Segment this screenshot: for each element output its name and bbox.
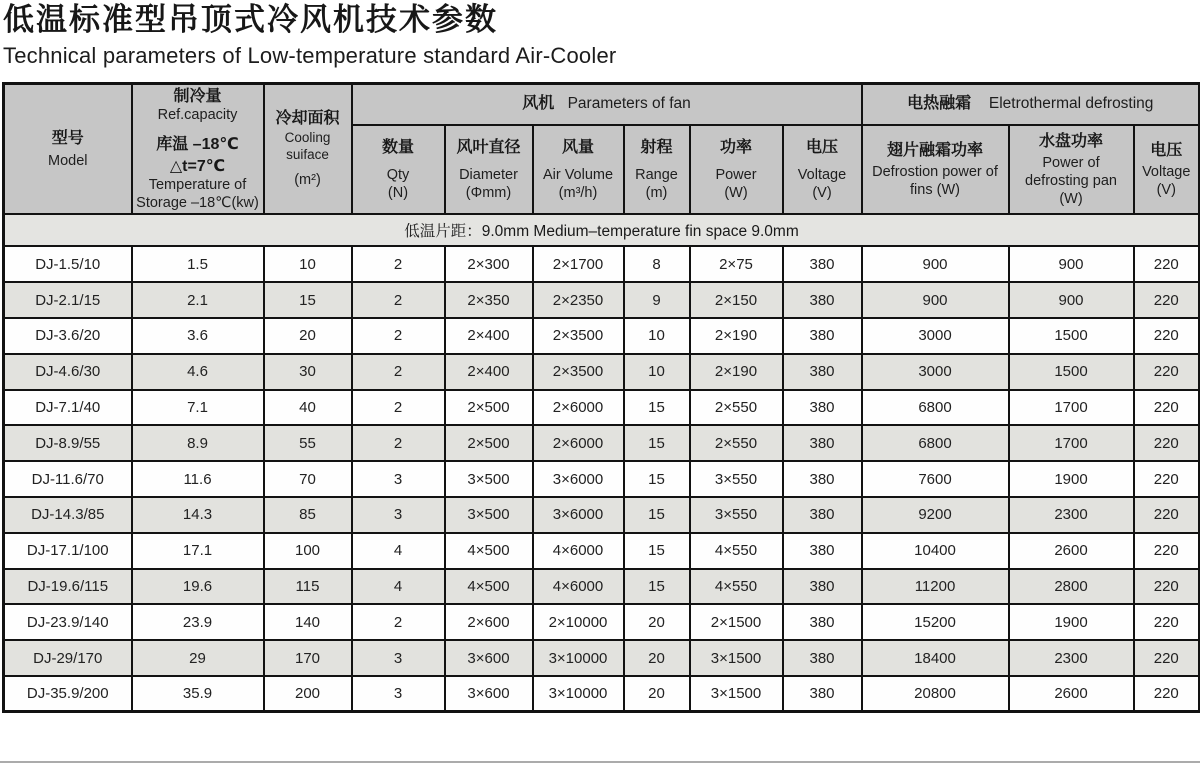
cell-ref-capacity: 23.9 bbox=[132, 604, 264, 640]
cell-fan-power: 2×190 bbox=[690, 318, 783, 354]
cell-defrost-voltage: 220 bbox=[1134, 425, 1200, 461]
header-fan-group bbox=[352, 83, 862, 124]
cell-defrost-voltage: 220 bbox=[1134, 604, 1200, 640]
cell-fan-power: 2×550 bbox=[690, 390, 783, 426]
cell-fan-diameter: 2×400 bbox=[445, 354, 533, 390]
cell-air-volume: 4×6000 bbox=[533, 569, 624, 605]
cell-defrost-fins-power: 10400 bbox=[862, 533, 1009, 569]
cell-defrost-voltage: 220 bbox=[1134, 390, 1200, 426]
header-group-row bbox=[4, 83, 1200, 124]
cell-range: 10 bbox=[624, 354, 690, 390]
cell-defrost-voltage: 220 bbox=[1134, 640, 1200, 676]
header-fan-diameter-en: Diameter bbox=[459, 167, 518, 184]
header-fan-voltage-en: Voltage bbox=[797, 167, 847, 184]
cell-model: DJ-4.6/30 bbox=[4, 354, 132, 390]
cell-fan-diameter: 2×300 bbox=[445, 246, 533, 282]
cell-defrost-voltage: 220 bbox=[1134, 282, 1200, 318]
cell-ref-capacity: 4.6 bbox=[132, 354, 264, 390]
header-defrost-pan-power bbox=[1009, 125, 1134, 215]
cell-fan-voltage: 380 bbox=[783, 604, 862, 640]
cell-range: 9 bbox=[624, 282, 690, 318]
cell-model: DJ-35.9/200 bbox=[4, 676, 132, 712]
table-row-DJ-1.5/10 bbox=[4, 246, 1200, 282]
cell-defrost-pan-power: 1700 bbox=[1009, 425, 1134, 461]
header-fan-qty-en: Qty bbox=[386, 167, 410, 184]
header-capacity-delta-t: △t=7℃ bbox=[169, 157, 226, 175]
parameters-table bbox=[2, 82, 1200, 714]
header-capacity-temp-en2: Storage –18℃(kw) bbox=[136, 194, 259, 211]
table-row-DJ-14.3/85 bbox=[4, 497, 1200, 533]
header-model-zh: 型号 bbox=[51, 129, 84, 147]
cell-fan-voltage: 380 bbox=[783, 318, 862, 354]
cell-fan-qty: 2 bbox=[352, 390, 445, 426]
cell-defrost-pan-power: 900 bbox=[1009, 282, 1134, 318]
cell-defrost-fins-power: 7600 bbox=[862, 461, 1009, 497]
cell-ref-capacity: 19.6 bbox=[132, 569, 264, 605]
header-cooling-surface-zh: 冷却面积 bbox=[275, 110, 340, 128]
cell-fan-qty: 2 bbox=[352, 246, 445, 282]
header-fan-voltage bbox=[783, 125, 862, 215]
page-subtitle: Technical parameters of Low-temperature standard Air-Cooler bbox=[3, 42, 617, 68]
fin-space-banner-row bbox=[4, 214, 1200, 246]
header-capacity-storage-temp: 库温 –18℃ bbox=[156, 135, 239, 153]
cell-range: 20 bbox=[624, 640, 690, 676]
cell-fan-voltage: 380 bbox=[783, 390, 862, 426]
cell-fan-voltage: 380 bbox=[783, 497, 862, 533]
cell-fan-voltage: 380 bbox=[783, 282, 862, 318]
header-capacity-en: Ref.capacity bbox=[157, 107, 238, 124]
header-fan-diameter-unit: (Φmm) bbox=[465, 184, 512, 201]
header-defrost-voltage-unit: (V) bbox=[1156, 181, 1176, 198]
cell-range: 15 bbox=[624, 569, 690, 605]
header-fan-qty-zh: 数量 bbox=[381, 138, 414, 156]
cell-cooling-surface: 10 bbox=[264, 246, 352, 282]
cell-air-volume: 3×10000 bbox=[533, 640, 624, 676]
cell-air-volume: 3×10000 bbox=[533, 676, 624, 712]
cell-defrost-pan-power: 2300 bbox=[1009, 640, 1134, 676]
cell-defrost-pan-power: 1500 bbox=[1009, 354, 1134, 390]
header-cooling-surface bbox=[264, 83, 352, 214]
cell-fan-diameter: 2×500 bbox=[445, 390, 533, 426]
cell-fan-power: 3×1500 bbox=[690, 640, 783, 676]
cell-fan-diameter: 3×600 bbox=[445, 640, 533, 676]
cell-cooling-surface: 100 bbox=[264, 533, 352, 569]
cell-fan-qty: 2 bbox=[352, 604, 445, 640]
cell-cooling-surface: 55 bbox=[264, 425, 352, 461]
cell-ref-capacity: 29 bbox=[132, 640, 264, 676]
header-fan-power-unit: (W) bbox=[724, 184, 748, 201]
cell-air-volume: 3×6000 bbox=[533, 497, 624, 533]
cell-fan-voltage: 380 bbox=[783, 461, 862, 497]
cell-model: DJ-11.6/70 bbox=[4, 461, 132, 497]
cell-ref-capacity: 11.6 bbox=[132, 461, 264, 497]
cell-defrost-voltage: 220 bbox=[1134, 354, 1200, 390]
table-row-DJ-23.9/140 bbox=[4, 604, 1200, 640]
header-model-en: Model bbox=[48, 152, 88, 169]
header-range-en: Range bbox=[635, 167, 678, 184]
header-defrost-group-en: Eletrothermal defrosting bbox=[988, 95, 1154, 113]
cell-model: DJ-29/170 bbox=[4, 640, 132, 676]
cell-fan-diameter: 3×500 bbox=[445, 497, 533, 533]
cell-air-volume: 2×6000 bbox=[533, 390, 624, 426]
cell-fan-voltage: 380 bbox=[783, 354, 862, 390]
cell-fan-diameter: 2×600 bbox=[445, 604, 533, 640]
header-range-zh: 射程 bbox=[640, 138, 673, 156]
cell-defrost-voltage: 220 bbox=[1134, 533, 1200, 569]
header-fan-qty bbox=[352, 125, 445, 215]
cell-model: DJ-19.6/115 bbox=[4, 569, 132, 605]
cell-ref-capacity: 14.3 bbox=[132, 497, 264, 533]
fin-space-banner: 低温片距：9.0mm Medium–temperature fin space 9.0mm bbox=[4, 214, 1200, 246]
header-cooling-surface-en: Cooling suiface bbox=[284, 130, 331, 162]
cell-range: 15 bbox=[624, 390, 690, 426]
cell-fan-power: 3×550 bbox=[690, 461, 783, 497]
cell-fan-qty: 2 bbox=[352, 354, 445, 390]
cell-defrost-fins-power: 6800 bbox=[862, 425, 1009, 461]
table-row-DJ-2.1/15 bbox=[4, 282, 1200, 318]
header-defrost-voltage-en: Voltage bbox=[1142, 164, 1191, 181]
cell-fan-diameter: 4×500 bbox=[445, 533, 533, 569]
cell-fan-qty: 4 bbox=[352, 533, 445, 569]
cell-ref-capacity: 8.9 bbox=[132, 425, 264, 461]
cell-model: DJ-1.5/10 bbox=[4, 246, 132, 282]
cell-defrost-voltage: 220 bbox=[1134, 497, 1200, 533]
cell-cooling-surface: 20 bbox=[264, 318, 352, 354]
cell-range: 8 bbox=[624, 246, 690, 282]
cell-defrost-voltage: 220 bbox=[1134, 461, 1200, 497]
header-defrost-pan-power-zh: 水盘功率 bbox=[1038, 132, 1103, 150]
cell-defrost-pan-power: 2300 bbox=[1009, 497, 1134, 533]
header-defrost-group-zh: 电热融霜 bbox=[907, 95, 972, 113]
cell-fan-voltage: 380 bbox=[783, 569, 862, 605]
table-row-DJ-7.1/40 bbox=[4, 390, 1200, 426]
header-air-volume-zh: 风量 bbox=[561, 138, 594, 156]
header-fan-diameter bbox=[445, 125, 533, 215]
cell-defrost-pan-power: 900 bbox=[1009, 246, 1134, 282]
header-ref-capacity bbox=[132, 83, 264, 214]
cell-cooling-surface: 170 bbox=[264, 640, 352, 676]
cell-defrost-fins-power: 18400 bbox=[862, 640, 1009, 676]
cell-fan-diameter: 3×600 bbox=[445, 676, 533, 712]
cell-defrost-pan-power: 1500 bbox=[1009, 318, 1134, 354]
cell-range: 15 bbox=[624, 425, 690, 461]
cell-defrost-pan-power: 2800 bbox=[1009, 569, 1134, 605]
header-air-volume-en: Air Volume bbox=[542, 167, 614, 184]
cell-defrost-fins-power: 900 bbox=[862, 282, 1009, 318]
cell-fan-qty: 2 bbox=[352, 318, 445, 354]
cell-defrost-voltage: 220 bbox=[1134, 318, 1200, 354]
cell-cooling-surface: 30 bbox=[264, 354, 352, 390]
cell-fan-diameter: 2×350 bbox=[445, 282, 533, 318]
cell-fan-qty: 3 bbox=[352, 461, 445, 497]
cell-air-volume: 2×2350 bbox=[533, 282, 624, 318]
cell-fan-power: 4×550 bbox=[690, 569, 783, 605]
cell-model: DJ-3.6/20 bbox=[4, 318, 132, 354]
page-title: 低温标准型吊顶式冷风机技术参数 bbox=[3, 2, 498, 37]
header-capacity-zh: 制冷量 bbox=[173, 87, 222, 105]
header-fan-group-zh: 风机 bbox=[522, 95, 555, 113]
cell-ref-capacity: 35.9 bbox=[132, 676, 264, 712]
cell-range: 20 bbox=[624, 676, 690, 712]
cell-fan-qty: 3 bbox=[352, 676, 445, 712]
header-fan-qty-unit: (N) bbox=[387, 184, 409, 201]
cell-fan-power: 2×75 bbox=[690, 246, 783, 282]
header-defrost-voltage bbox=[1134, 125, 1200, 215]
table-row-DJ-4.6/30 bbox=[4, 354, 1200, 390]
cell-fan-diameter: 3×500 bbox=[445, 461, 533, 497]
cell-defrost-voltage: 220 bbox=[1134, 246, 1200, 282]
cell-fan-qty: 2 bbox=[352, 425, 445, 461]
cell-defrost-fins-power: 15200 bbox=[862, 604, 1009, 640]
cell-defrost-fins-power: 20800 bbox=[862, 676, 1009, 712]
cell-air-volume: 2×1700 bbox=[533, 246, 624, 282]
cell-fan-voltage: 380 bbox=[783, 676, 862, 712]
header-fan-voltage-zh: 电压 bbox=[805, 138, 838, 156]
cell-range: 15 bbox=[624, 461, 690, 497]
cell-fan-power: 4×550 bbox=[690, 533, 783, 569]
cell-cooling-surface: 200 bbox=[264, 676, 352, 712]
cell-fan-voltage: 380 bbox=[783, 246, 862, 282]
header-fan-group-en: Parameters of fan bbox=[567, 95, 691, 113]
bottom-divider bbox=[0, 761, 1200, 763]
cell-air-volume: 2×3500 bbox=[533, 318, 624, 354]
cell-defrost-pan-power: 2600 bbox=[1009, 676, 1134, 712]
cell-fan-voltage: 380 bbox=[783, 425, 862, 461]
cell-defrost-pan-power: 1700 bbox=[1009, 390, 1134, 426]
cell-defrost-fins-power: 9200 bbox=[862, 497, 1009, 533]
cell-air-volume: 2×10000 bbox=[533, 604, 624, 640]
cell-fan-diameter: 4×500 bbox=[445, 569, 533, 605]
header-fan-diameter-zh: 风叶直径 bbox=[456, 138, 521, 156]
cell-cooling-surface: 115 bbox=[264, 569, 352, 605]
cell-defrost-voltage: 220 bbox=[1134, 569, 1200, 605]
cell-model: DJ-2.1/15 bbox=[4, 282, 132, 318]
header-cooling-surface-unit: (m²) bbox=[294, 171, 321, 188]
cell-fan-power: 2×190 bbox=[690, 354, 783, 390]
header-defrost-voltage-zh: 电压 bbox=[1150, 141, 1183, 159]
table-row-DJ-8.9/55 bbox=[4, 425, 1200, 461]
table-row-DJ-11.6/70 bbox=[4, 461, 1200, 497]
header-model bbox=[4, 83, 132, 214]
table-row-DJ-29/170 bbox=[4, 640, 1200, 676]
cell-defrost-fins-power: 3000 bbox=[862, 354, 1009, 390]
cell-fan-qty: 3 bbox=[352, 640, 445, 676]
header-air-volume bbox=[533, 125, 624, 215]
cell-fan-power: 2×550 bbox=[690, 425, 783, 461]
header-fan-voltage-unit: (V) bbox=[812, 184, 832, 201]
header-defrost-fins-power-en: Defrostion power of fins (W) bbox=[872, 164, 998, 198]
cell-cooling-surface: 85 bbox=[264, 497, 352, 533]
header-capacity-temp-en1: Temperature of bbox=[148, 177, 247, 194]
cell-ref-capacity: 2.1 bbox=[132, 282, 264, 318]
cell-defrost-pan-power: 2600 bbox=[1009, 533, 1134, 569]
table-row-DJ-3.6/20 bbox=[4, 318, 1200, 354]
cell-air-volume: 3×6000 bbox=[533, 461, 624, 497]
cell-range: 20 bbox=[624, 604, 690, 640]
cell-fan-voltage: 380 bbox=[783, 640, 862, 676]
cell-cooling-surface: 70 bbox=[264, 461, 352, 497]
cell-defrost-pan-power: 1900 bbox=[1009, 604, 1134, 640]
cell-model: DJ-14.3/85 bbox=[4, 497, 132, 533]
cell-model: DJ-17.1/100 bbox=[4, 533, 132, 569]
cell-defrost-fins-power: 6800 bbox=[862, 390, 1009, 426]
table-body bbox=[4, 246, 1200, 711]
cell-range: 15 bbox=[624, 533, 690, 569]
header-defrost-group bbox=[862, 83, 1200, 124]
cell-fan-qty: 2 bbox=[352, 282, 445, 318]
cell-range: 15 bbox=[624, 497, 690, 533]
cell-fan-voltage: 380 bbox=[783, 533, 862, 569]
cell-cooling-surface: 15 bbox=[264, 282, 352, 318]
cell-fan-qty: 4 bbox=[352, 569, 445, 605]
header-defrost-fins-power bbox=[862, 125, 1009, 215]
cell-defrost-fins-power: 900 bbox=[862, 246, 1009, 282]
header-defrost-pan-power-en: Power of defrosting pan (W) bbox=[1025, 155, 1117, 207]
cell-fan-diameter: 2×400 bbox=[445, 318, 533, 354]
cell-ref-capacity: 7.1 bbox=[132, 390, 264, 426]
cell-ref-capacity: 1.5 bbox=[132, 246, 264, 282]
cell-ref-capacity: 3.6 bbox=[132, 318, 264, 354]
table-row-DJ-35.9/200 bbox=[4, 676, 1200, 712]
cell-cooling-surface: 40 bbox=[264, 390, 352, 426]
cell-range: 10 bbox=[624, 318, 690, 354]
cell-fan-power: 2×1500 bbox=[690, 604, 783, 640]
cell-ref-capacity: 17.1 bbox=[132, 533, 264, 569]
header-fan-power-en: Power bbox=[715, 167, 757, 184]
cell-model: DJ-8.9/55 bbox=[4, 425, 132, 461]
cell-model: DJ-7.1/40 bbox=[4, 390, 132, 426]
header-range bbox=[624, 125, 690, 215]
table-row-DJ-19.6/115 bbox=[4, 569, 1200, 605]
cell-air-volume: 2×6000 bbox=[533, 425, 624, 461]
cell-defrost-fins-power: 3000 bbox=[862, 318, 1009, 354]
header-fan-power bbox=[690, 125, 783, 215]
cell-defrost-voltage: 220 bbox=[1134, 676, 1200, 712]
cell-fan-power: 3×1500 bbox=[690, 676, 783, 712]
header-fan-power-zh: 功率 bbox=[719, 138, 752, 156]
cell-fan-qty: 3 bbox=[352, 497, 445, 533]
cell-model: DJ-23.9/140 bbox=[4, 604, 132, 640]
cell-air-volume: 2×3500 bbox=[533, 354, 624, 390]
cell-defrost-fins-power: 11200 bbox=[862, 569, 1009, 605]
cell-fan-diameter: 2×500 bbox=[445, 425, 533, 461]
cell-fan-power: 2×150 bbox=[690, 282, 783, 318]
cell-fan-power: 3×550 bbox=[690, 497, 783, 533]
cell-defrost-pan-power: 1900 bbox=[1009, 461, 1134, 497]
header-defrost-fins-power-zh: 翅片融霜功率 bbox=[886, 141, 983, 159]
header-air-volume-unit: (m³/h) bbox=[558, 184, 598, 201]
cell-cooling-surface: 140 bbox=[264, 604, 352, 640]
cell-air-volume: 4×6000 bbox=[533, 533, 624, 569]
header-range-unit: (m) bbox=[645, 184, 668, 201]
table-row-DJ-17.1/100 bbox=[4, 533, 1200, 569]
